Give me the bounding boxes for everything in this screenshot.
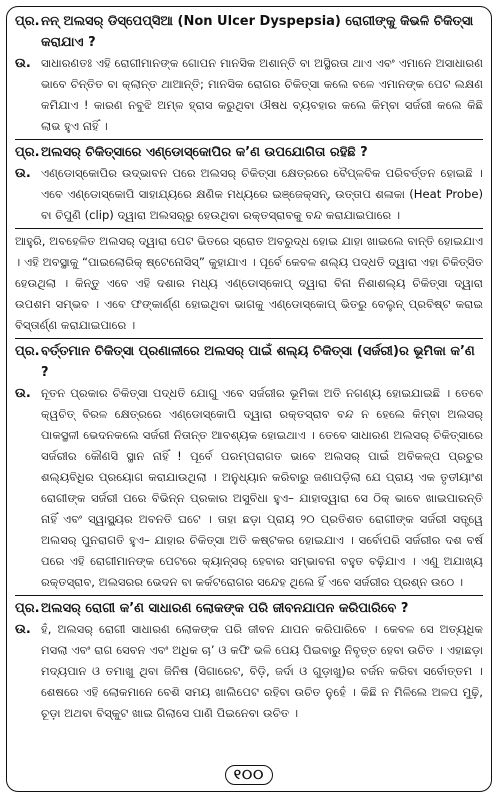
answer-tag: ଉ. — [15, 166, 31, 181]
question-row — [15, 142, 483, 163]
section-divider — [15, 595, 483, 596]
answer-tag: ଉ. — [15, 56, 31, 71]
page-footer — [7, 765, 491, 785]
question-text: ବର୍ତ୍ତମାନ ଚିକିତ୍ସା ପ୍ରଣାଳୀରେ ଅଲସର୍ ପାଇଁ ଶଲ୍ୟ ଚିକିତ୍ସା (ସର୍ଜରୀ)ର ଭୂମିକା କ’ଣ ? — [41, 344, 475, 380]
paragraph-divider — [15, 228, 483, 229]
question-tag: ପ୍ର. — [15, 145, 40, 160]
question-text: ନନ୍ ଅଲସର୍ ଡିସ୍ପେପ୍ସିଆ (Non Ulcer Dyspepsia) ରୋଗୀଙ୍କୁ କିଭଳି ଚିକିତ୍ସା କରାଯାଏ ? — [41, 14, 474, 50]
question-text: ଅଲସର୍ ଚିକିତ୍ସାରେ ଏଣ୍ଡୋସ୍କୋପିର କ’ଣ ଉପଯୋଗିତା ରହିଛି ? — [41, 145, 368, 160]
question-tag: ପ୍ର. — [15, 14, 40, 29]
question-row — [15, 341, 483, 383]
answer-row — [15, 383, 483, 593]
answer-row — [15, 163, 483, 226]
question-row — [15, 11, 483, 53]
qa-section-2 — [15, 142, 483, 336]
page-frame — [6, 6, 492, 792]
qa-section-3 — [15, 341, 483, 593]
answer-text: ସାଧାରଣତଃ ଏହି ରୋଗୀମାନଙ୍କ ଗୋପନ ମାନସିକ ଅଶାନ୍ତି ବା ଅସ୍ଥିରତା ଥାଏ ଏବଂ ଏମାନେ ଅସାଧାରଣ ଭାବେ ଚିନ୍ତିତ ବା କ୍ଲାନ୍ତ ଥାଆନ୍ତି; ମାନସିକ ରୋଗର ଚିକିତ୍ସା କଲେ ବଳେ ଏମାନଙ୍କ ପେଟ ଲକ୍ଷଣ କମିଯାଏ ! କାରଣ ନବୁଝି ଅମ୍ଳ ହ୍ରାସ କରୁଥିବା ଔଷଧ ବ୍ୟବହାର କଲେ କିମ୍ବା ସର୍ଜରୀ କଲେ କିଛି ଲାଭ ହୁଏ ନାହିଁ । — [41, 56, 483, 133]
section-divider — [15, 338, 483, 339]
answer-text: ଏଣ୍ଡୋସ୍କୋପିର ଉଦ୍ଭାବନ ପରେ ଅଲସର୍ ଚିକିତ୍ସା କ୍ଷେତ୍ରରେ ବୈପ୍ଳବିକ ପରିବର୍ତ୍ତନ ହୋଇଛି । ଏବେ ଏଣ୍ଡୋସ୍କୋପି ସାହାଯ୍ୟରେ କ୍ଷଣିକ ମଧ୍ୟରେ ଇଞ୍ଜେକ୍ସନ୍, ଉତ୍ତାପ ଶଳାକା (Heat Probe) ବା ଚିପୁଣି (clip) ଦ୍ୱାରା ଅଲସର୍‌ରୁ ହେଉଥିବା ରକ୍ତସ୍ରାବକୁ ବନ୍ଦ କରାଯାଇପାରେ । — [41, 166, 483, 222]
question-row — [15, 598, 483, 619]
answer-text: ନୂତନ ପ୍ରକାର ଚିକିତ୍ସା ପଦ୍ଧତି ଯୋଗୁ ଏବେ ସର୍ଜରୀର ଭୂମିକା ଅତି ନଗଣ୍ୟ ହୋଇଯାଇଛି । ତେବେ କ୍ୱଚିତ୍ ବିରଳ କ୍ଷେତ୍ରରେ ଏଣ୍ଡୋସ୍କୋପି ଦ୍ୱାରା ରକ୍ତସ୍ରାବ ବନ୍ଦ ନ ହେଲେ କିମ୍ବା ଅଲସର୍ ପାକସ୍ଥଳୀ ଭେଦନକଲେ ସର୍ଜରୀ ନିତାନ୍ତ ଆବଶ୍ୟକ ହୋଇଥାଏ । ତେବେ ସାଧାରଣ ଅଲସର୍ ଚିକିତ୍ସାରେ ସର୍ଜରୀର କୌଣସି ସ୍ଥାନ ନାହିଁ ! ପୂର୍ବେ ପରମ୍ପରାଗତ ଭାବେ ଅଲସର୍ ପାଇଁ ଅବିକଳ୍ପ ପ୍ରଚୁର ଶଲ୍ୟବିଧିର ପ୍ରୟୋଗ କରାଯାଉଥିଲା । ଅନୁଧ୍ୟାନ କରିବାରୁ ଜଣାପଡ଼ିଲା ଯେ ପ୍ରାୟ ଏକ ତୃତୀୟାଂଶ ରୋଗୀଙ୍କ ସର୍ଜରୀ ପରେ ବିଭିନ୍ନ ପ୍ରକାର ଅସୁବିଧା ହୁଏ– ଯାହାଦ୍ୱାରା ସେ ଠିକ୍ ଭାବେ ଖାଇପାରନ୍ତି ନାହିଁ ଏବଂ ସ୍ୱାସ୍ଥ୍ୟର ଅବନତି ଘଟେ । ତାହା ଛଡ଼ା ପ୍ରାୟ ୨୦ ପ୍ରତିଶତ ରୋଗୀଙ୍କ ସର୍ଜରୀ ସତ୍ତ୍ୱେ ଅଲସର୍ ପୁନରାଗତି ହୁଏ– ଯାହାର ଚିକିତ୍ସା ଅତି କଷ୍ଟକର ହୋଇଯାଏ । ସର୍ବୋପରି ସର୍ଜରୀର ଦଶ ବର୍ଷ ପରେ ଏହି ରୋଗୀମାନଙ୍କ ପେଟରେ କ୍ୟାନ୍ସର୍ ହେବାର ସମ୍ଭାବନା ବହୁତ ବଢ଼ିଯାଏ । ଏଣୁ ଅଯାଖ୍ୟ ରକ୍ତସ୍ରାବ, ଅଲସରର ଭେଦନ ବା କର୍କଟରୋଗର ସନ୍ଦେହ ଥିଲେ ହିଁ ଏବେ ସର୍ଜରୀର ପ୍ରଶ୍ନ ଉଠେ । — [41, 386, 483, 589]
answer-row — [15, 619, 483, 724]
section-divider — [15, 139, 483, 140]
question-tag: ପ୍ର. — [15, 601, 40, 616]
qa-section-4 — [15, 598, 483, 724]
page-number: ୧୦୦ — [225, 765, 274, 785]
answer-paragraph: ଆହୁରି, ଅବହେଳିତ ଅଲସର୍ ଦ୍ୱାରା ପେଟ ଭିତରେ ସ୍ରୋତ ଅବରୁଦ୍ଧ ହୋଇ ଯାହା ଖାଇଲେ ବାନ୍ତି ହୋଇଯାଏ । ଏହି ଅବସ୍ଥାକୁ “ପାଇଲୋରିକ୍ ଷ୍ଟେନୋସିସ୍” କୁହାଯାଏ । ପୂର୍ବେ କେବଳ ଶଲ୍ୟ ପଦ୍ଧତି ଦ୍ୱାରା ଏହା ଚିକିତ୍ସିତ ହେଉଥିଲା । କିନ୍ତୁ ଏବେ ଏହି ଦଶାର ମଧ୍ୟ ଏଣ୍ଡୋସ୍କୋପ୍ ଦ୍ୱାରା ବିନା ନିଶାଶଲ୍ୟ ଚିକିତ୍ସା ଦ୍ୱାରା ଉପଶମ ସମ୍ଭବ । ଏବେ ଫଙ୍କାର୍ଣ୍ଣ ହୋଇଥିବା ଭାଗକୁ ଏଣ୍ଡୋସ୍କୋପ୍ ଭିତରୁ ବେଲୁନ୍ ପ୍ରବିଷ୍ଟ କରାଇ ବିସ୍ତାର୍ଣ୍ଣ କରାଯାଇପାରେ । — [15, 234, 483, 332]
question-text: ଅଲସର୍ ରୋଗୀ କ’ଣ ସାଧାରଣ ଲୋକଙ୍କ ପରି ଜୀବନଯାପନ କରିପାରିବେ ? — [41, 601, 409, 616]
answer-text: ହଁ, ଅଲସର୍ ରୋଗୀ ସାଧାରଣ ଲୋକଙ୍କ ପରି ଜୀବନ ଯାପନ କରିପାରିବେ । କେବଳ ସେ ଅତ୍ୟଧିକ ମସଲା ଏବଂ ରାଗ ସେବନ ଏବଂ ଅଧିକ ଚା’ ଓ କଫି ଭଳି ପେୟ ପିଇବାରୁ ନିବୃତ୍ତ ହେବା ଉଚିତ । ଏହାଛଡ଼ା ମଦ୍ୟପାନ ଓ ତମାଖୁ ଥିବା ଜିନିଷ (ସିଗାରେଟ, ବିଡ଼ି, ଜର୍ଦା ଓ ଗୁଡ଼ାଖୁ)ର ବର୍ଜନ କରିବା ସର୍ବୋତ୍ତମ । ଶେଷରେ ଏହି ଲୋକମାନେ ବେଶି ସମୟ ଖାଲିପେଟ ରହିବା ଉଚିତ ନୁହେଁ । କିଛି ନ ମିଳିଲେ ଅଳପ ମୁଢ଼ି, ଚୂଡ଼ା ଅଥବା ବିସ୍କୁଟ ଖାଇ ଗିଲାସେ ପାଣି ପିଇନେବା ଉଚିତ । — [41, 622, 483, 720]
qa-section-1 — [15, 11, 483, 137]
answer-tag: ଉ. — [15, 386, 31, 401]
answer-row — [15, 53, 483, 137]
answer-tag: ଉ. — [15, 622, 31, 637]
question-tag: ପ୍ର. — [15, 344, 40, 359]
